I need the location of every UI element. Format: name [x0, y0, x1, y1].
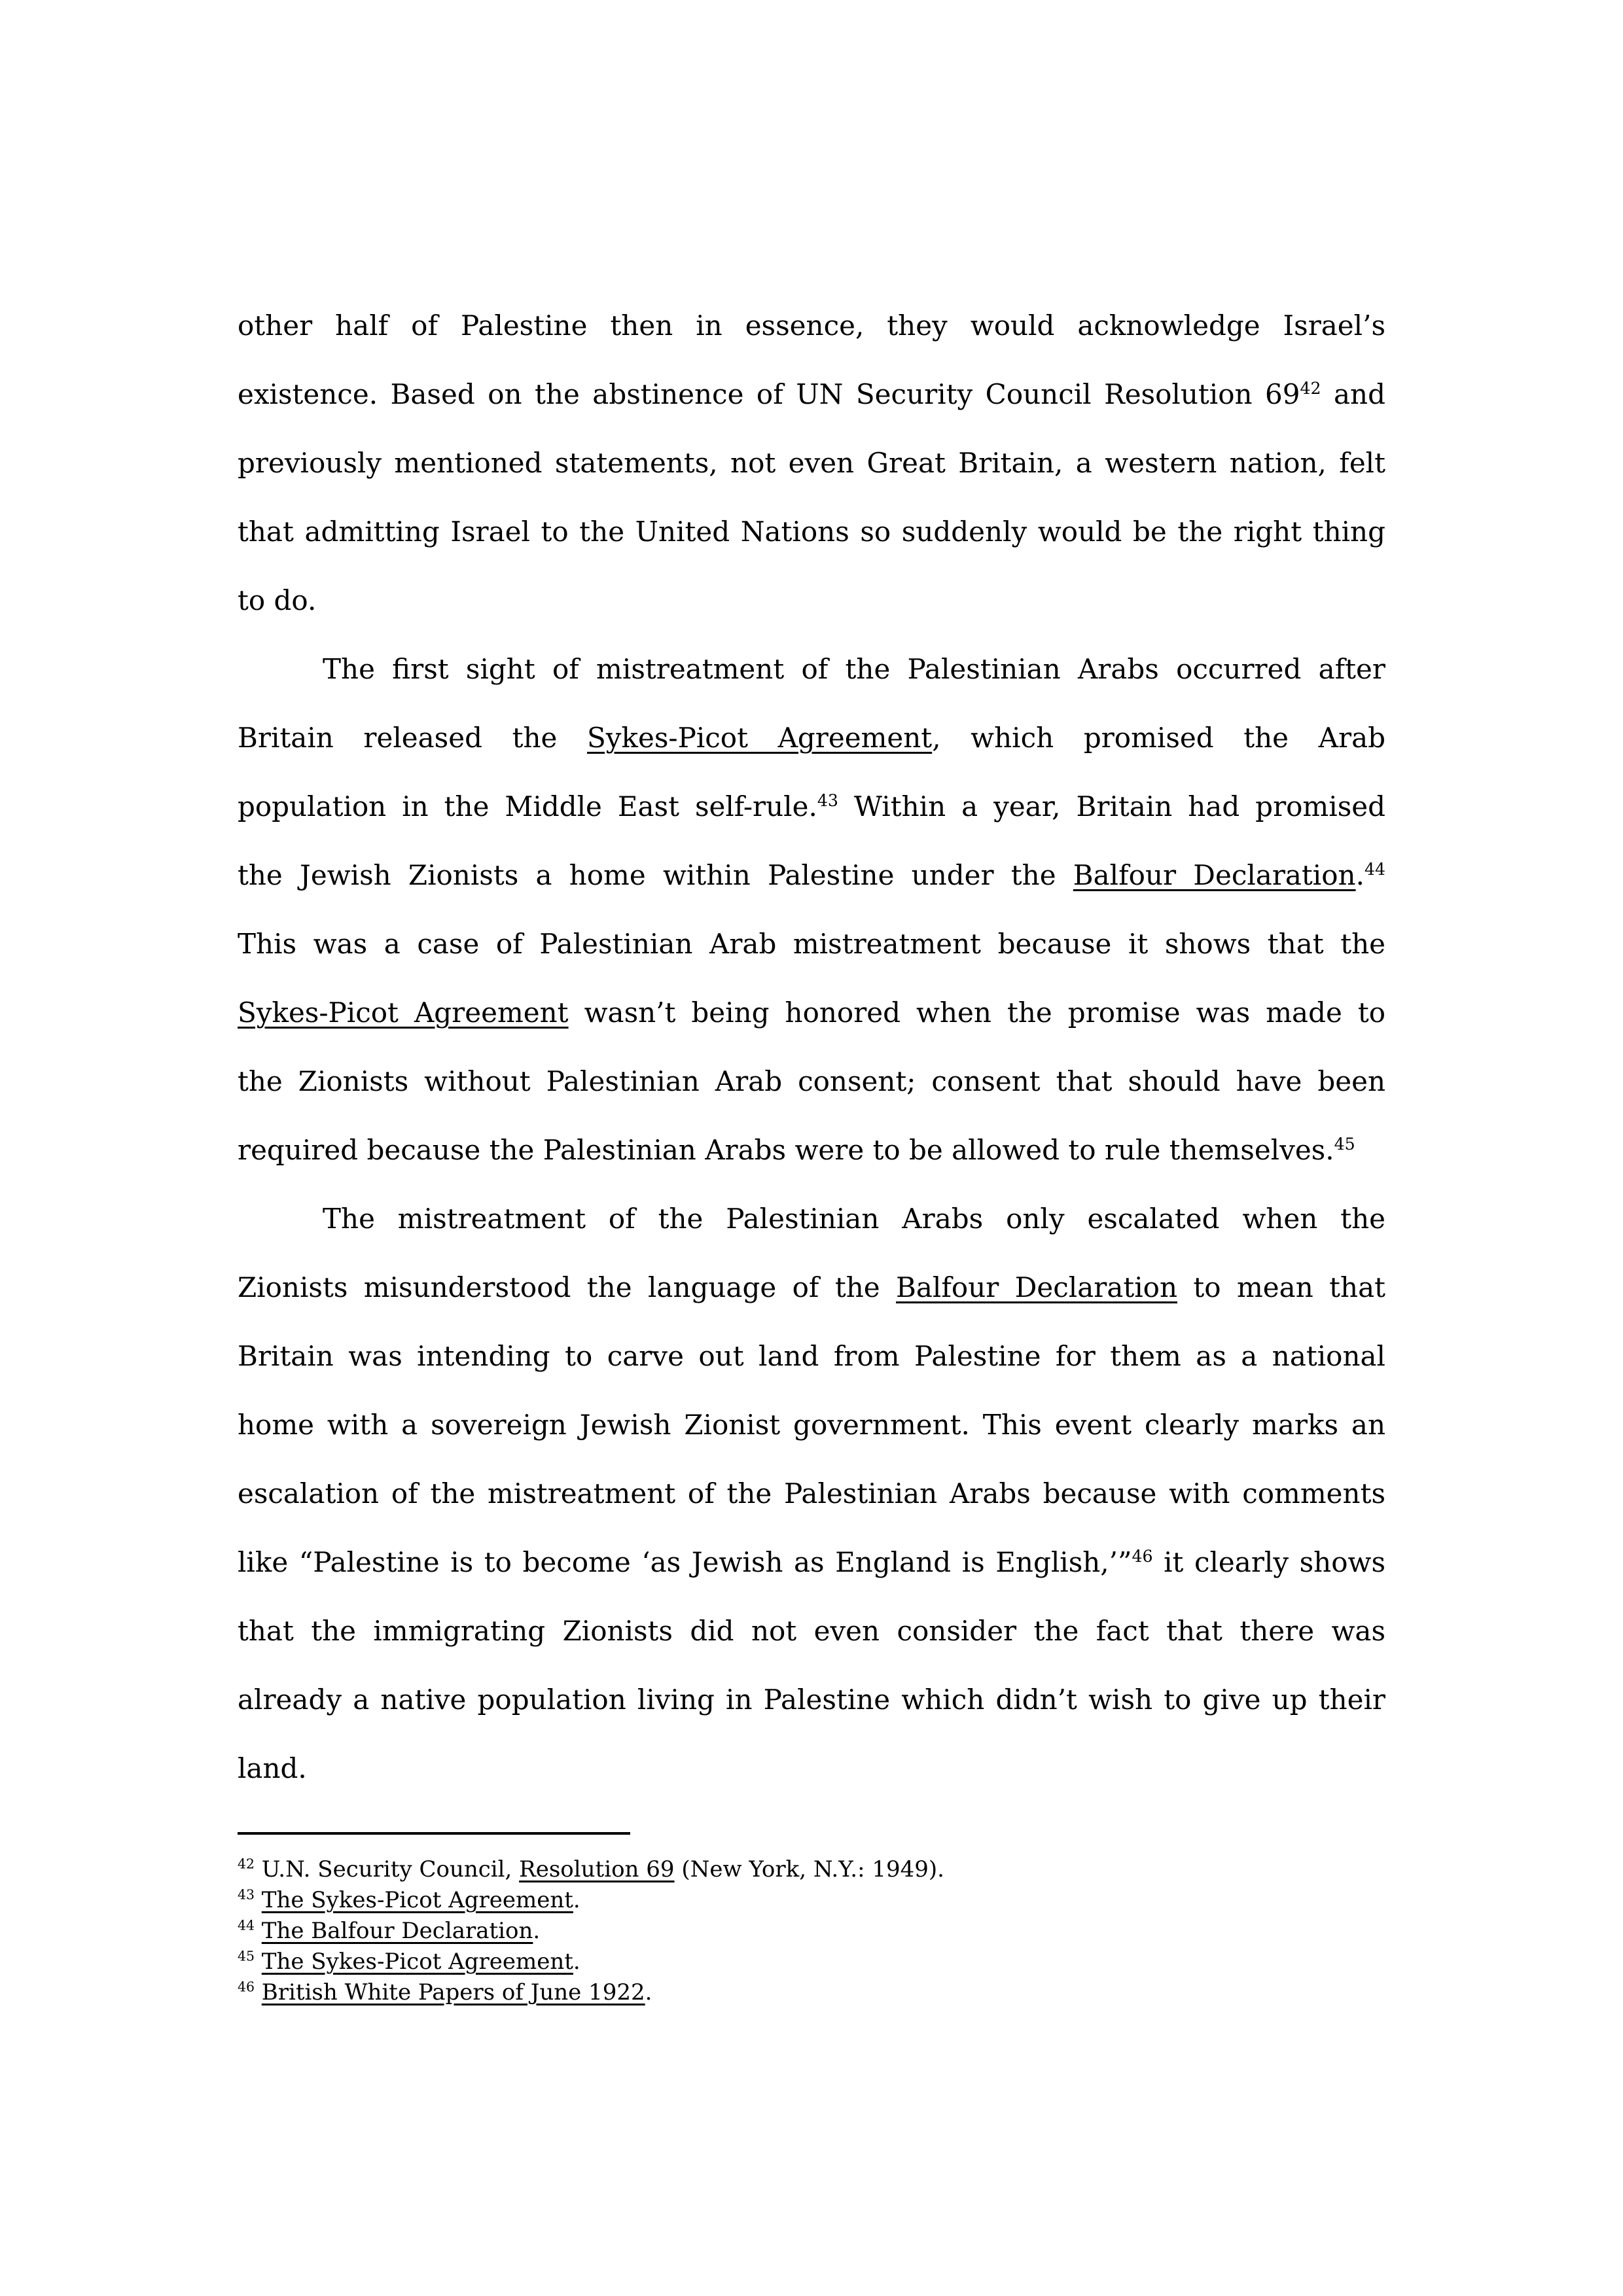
text-segment: Britain released the	[238, 722, 588, 754]
footnote-item	[238, 1854, 1385, 1885]
text-segment: it clearly shows	[1152, 1546, 1385, 1578]
footnote-reference: 42	[1300, 379, 1321, 398]
text-segment: , which promised the Arab	[932, 722, 1385, 754]
footnote-number: 43	[238, 1886, 255, 1903]
text-line	[238, 703, 1385, 772]
text-line	[238, 1734, 1385, 1803]
text-segment: .	[573, 1949, 580, 1975]
text-line	[238, 1390, 1385, 1459]
text-line	[238, 566, 1385, 635]
text-line	[238, 910, 1385, 978]
text-segment: that the immigrating Zionists did not even consider the fact that there was	[238, 1615, 1385, 1647]
paragraph	[238, 291, 1385, 635]
text-segment: .	[1355, 859, 1364, 891]
text-segment: Within a year, Britain had promised	[838, 790, 1385, 822]
text-segment: The first sight of mistreatment of the Palestinian Arabs occurred after	[323, 653, 1385, 685]
text-segment: home with a sovereign Jewish Zionist government. This event clearly marks an	[238, 1409, 1385, 1441]
underlined-text: British White Papers of June 1922	[261, 1979, 645, 2005]
text-segment: (New York, N.Y.: 1949).	[674, 1856, 944, 1882]
text-line	[238, 429, 1385, 497]
text-line	[238, 772, 1385, 841]
paragraph	[238, 1184, 1385, 1803]
footnote-item	[238, 1916, 1385, 1947]
paragraph	[238, 635, 1385, 1184]
text-line	[238, 841, 1385, 910]
footnote-number: 44	[238, 1917, 255, 1934]
text-line	[238, 1253, 1385, 1322]
text-segment: U.N. Security Council,	[261, 1856, 520, 1882]
text-segment: already a native population living in Palestine which didn’t wish to give up their	[238, 1684, 1385, 1716]
text-line	[238, 635, 1385, 703]
text-segment: to do.	[238, 584, 317, 616]
footnote-reference: 43	[817, 791, 838, 810]
footnote-item	[238, 1977, 1385, 2008]
underlined-text: The Sykes-Picot Agreement	[261, 1949, 573, 1975]
text-segment: the Zionists without Palestinian Arab consent; consent that should have been	[238, 1065, 1385, 1097]
text-line	[238, 497, 1385, 566]
text-line	[238, 1528, 1385, 1597]
underlined-text: Balfour Declaration	[896, 1271, 1178, 1303]
footnote-number: 42	[238, 1856, 255, 1872]
text-segment: wasn’t being honored when the promise was made to	[568, 997, 1385, 1029]
text-segment: the Jewish Zionists a home within Palestine under the	[238, 859, 1073, 891]
text-segment: to mean that	[1177, 1271, 1385, 1303]
text-line	[238, 1116, 1385, 1184]
underlined-text: Resolution 69	[519, 1856, 675, 1882]
footnote-item	[238, 1885, 1385, 1916]
text-segment: that admitting Israel to the United Nations so suddenly would be the right thing	[238, 516, 1385, 548]
footnote-area	[238, 1832, 1385, 2008]
underlined-text: The Sykes-Picot Agreement	[261, 1887, 573, 1913]
text-segment: required because the Palestinian Arabs were to be allowed to rule themselves.	[238, 1134, 1334, 1166]
text-line	[238, 291, 1385, 360]
text-segment: .	[573, 1887, 580, 1913]
text-segment: escalation of the mistreatment of the Palestinian Arabs because with comments	[238, 1477, 1385, 1510]
text-segment: .	[645, 1979, 652, 2005]
text-segment: The mistreatment of the Palestinian Arabs only escalated when the	[323, 1203, 1385, 1235]
text-segment: This was a case of Palestinian Arab mistreatment because it shows that the	[238, 928, 1385, 960]
text-segment: Zionists misunderstood the language of the	[238, 1271, 897, 1303]
text-segment: .	[533, 1918, 541, 1944]
footnote-reference: 44	[1364, 860, 1385, 879]
text-segment: land.	[238, 1752, 307, 1784]
text-line	[238, 1047, 1385, 1116]
text-segment: population in the Middle East self-rule.	[238, 790, 817, 822]
underlined-text: Sykes-Picot Agreement	[587, 722, 933, 754]
text-line	[238, 1322, 1385, 1390]
footnote-reference: 45	[1334, 1135, 1355, 1154]
underlined-text: Sykes-Picot Agreement	[238, 997, 569, 1029]
text-line	[238, 1184, 1385, 1253]
text-line	[238, 360, 1385, 429]
footnote-number: 45	[238, 1948, 255, 1964]
underlined-text: Balfour Declaration	[1073, 859, 1356, 891]
footnote-item	[238, 1947, 1385, 1977]
text-line	[238, 1665, 1385, 1734]
text-line	[238, 978, 1385, 1047]
body-text	[238, 291, 1385, 1803]
text-segment: other half of Palestine then in essence, they would acknowledge Israel’s	[238, 309, 1385, 342]
text-segment: like “Palestine is to become ‘as Jewish as England is English,’”	[238, 1546, 1132, 1578]
text-line	[238, 1597, 1385, 1665]
footnote-number: 46	[238, 1979, 255, 1995]
footnote-separator	[238, 1832, 630, 1835]
underlined-text: The Balfour Declaration	[261, 1918, 533, 1944]
footnotes	[238, 1854, 1385, 2008]
footnote-reference: 46	[1132, 1547, 1153, 1566]
text-line	[238, 1459, 1385, 1528]
text-segment: previously mentioned statements, not even Great Britain, a western nation, felt	[238, 447, 1385, 479]
text-segment: and	[1321, 378, 1385, 410]
text-segment: existence. Based on the abstinence of UN Security Council Resolution 69	[238, 378, 1300, 410]
text-segment: Britain was intending to carve out land from Palestine for them as a national	[238, 1340, 1385, 1372]
